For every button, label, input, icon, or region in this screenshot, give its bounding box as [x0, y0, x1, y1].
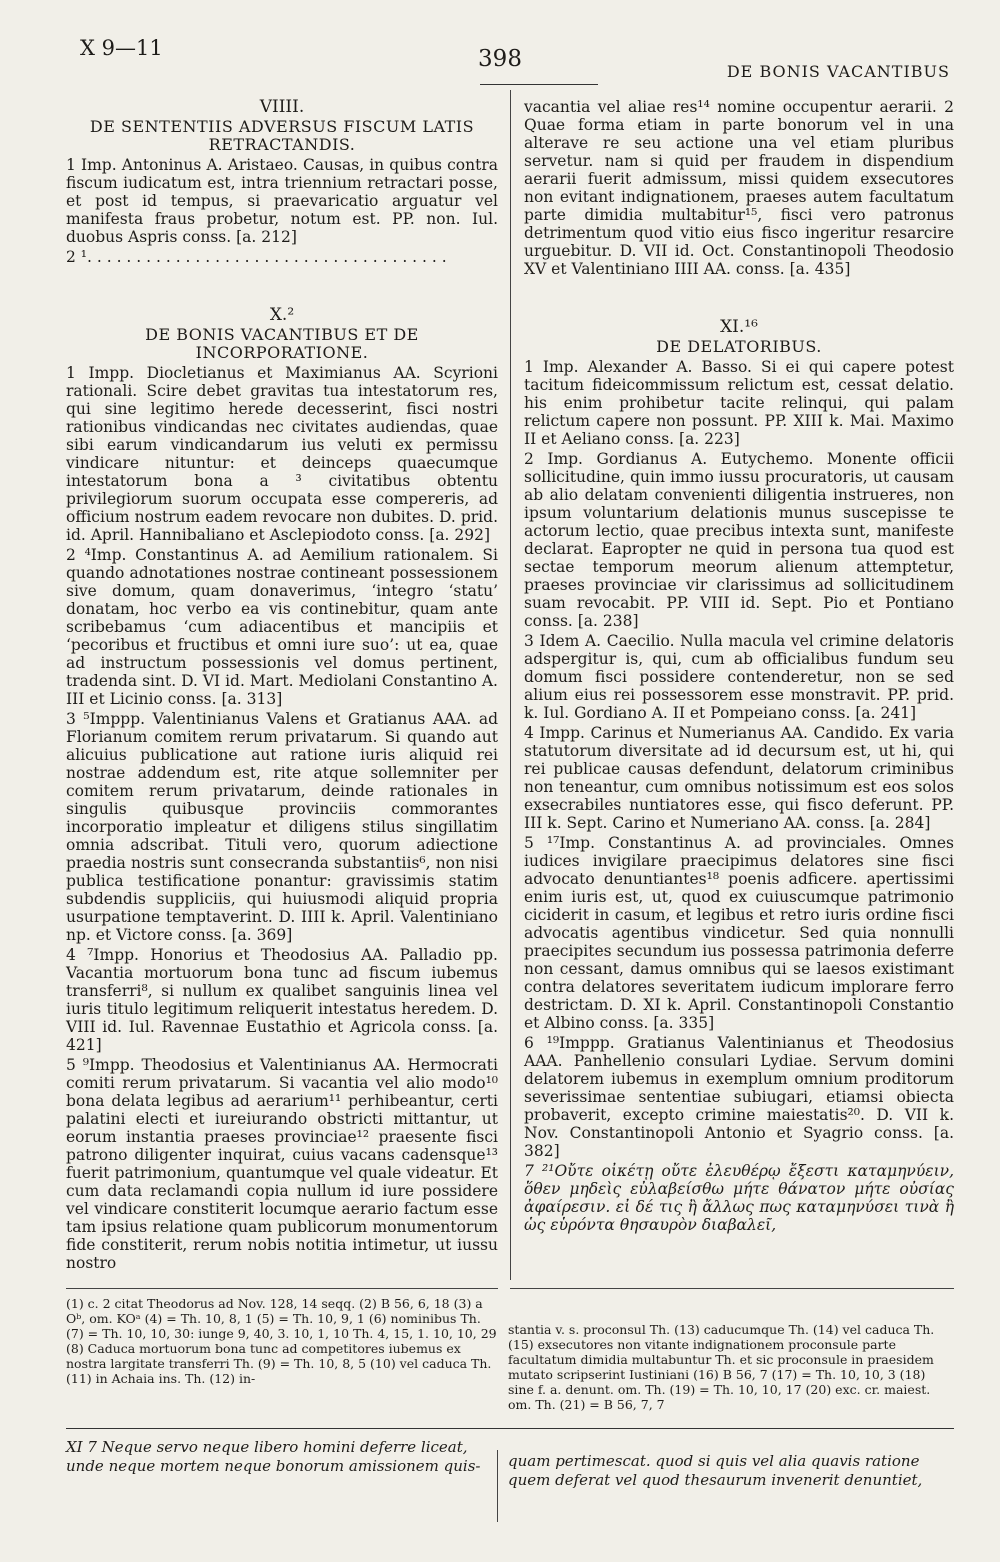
law-x-5-continuation: vacantia vel aliae res¹⁴ nomine occupentur aerarii. 2 Quae forma etiam in parte bonorum vel in una alterave re seu actione una vel etiam pluribus servetur. nam si quid per fraudem in dispendium aerarii fuerit admissum, missi quidem exsecutores non evitant indignationem, praeses autem facultatum parte dimidia multabitur¹⁵, fisci vero patronus detrimentum quod vitio eius fisco ingeritur resarcire urguebitur. D. VII id. Oct. Constantinopoli Theodosio XV et Valentiniano IIII AA. conss. [a. 435] [524, 98, 954, 278]
law-x-4: 4 ⁷Impp. Honorius et Theodosius AA. Palladio pp. Vacantia mortuorum bona tunc ad fiscum iubemus transferri⁸, si nullum ex qualibet sanguinis linea vel iuris titulo legitimum reliquerit intestatus heredem. D. VIII id. Iul. Ravennae Eustathio et Agricola conss. [a. 421] [66, 946, 498, 1054]
running-head: DE BONIS VACANTIBUS [726, 62, 950, 81]
law-xi-7-greek: 7 ²¹Οὔτε οἰκέτῃ οὔτε ἐλευθέρῳ ἔξεστι καταμηνύειν, ὅθεν μηδεὶς εὐλαβείσθω μήτε θάνατον μήτε οὐσίας ἀφαίρεσιν. εἰ δέ τις ἢ ἄλλως πως καταμηνύσει τινὰ ἢ ὡς εὑρόντα θησαυρὸν διαβαλεῖ, [524, 1162, 954, 1234]
column-divider [510, 90, 511, 1280]
footnotes-right: stantia v. s. proconsul Th. (13) caducumque Th. (14) vel caduca Th. (15) exsecutores non vitante indignationem proconsule parte facultatum dimidia multabuntur Th. et sic proconsule in praesidem mutato scripserint Iustiniani (16) B 56, 7 (17) = Th. 10, 10, 3 (18) sine f. a. denunt. om. Th. (19) = Th. 10, 10, 17 (20) exc. cr. maiest. om. Th. (21) = B 56, 7, 7 [508, 1322, 935, 1412]
right-column [524, 98, 954, 1234]
page-number: 398 [478, 46, 522, 72]
translation-right: quam pertimescat. quod si quis vel alia quavis ratione quem deferat vel quod thesaurum invenerit denuntiet, [508, 1452, 923, 1489]
footnote-rule-left [66, 1288, 498, 1289]
header-title-ref: X 9—11 [80, 36, 163, 60]
law-xi-6: 6 ¹⁹Imppp. Gratianus Valentinianus et Theodosius AAA. Panhellenio consulari Lydiae. Servum domini delatorem iubemus in exemplum omnium proditorum severissimae sententiae subiugari, etiamsi obiecta probaverit, excepto crimine maiestatis²⁰. D. VII k. Nov. Constantinopoli Antonio et Syagrio conss. [a. 382] [524, 1034, 954, 1160]
law-xi-2: 2 Imp. Gordianus A. Eutychemo. Monente officii sollicitudine, quin immo iussu procuratoris, ut causam ab alio delatam convenienti diligentia instrueres, non ipsum voluntarium delationis munus suscepisse te actorum lectio, quae precibus intexta sunt, manifeste declarat. Eapropter ne quid in persona tua quod est sectae temporum meorum alienum attemptetur, praeses provinciae vir clarissimus ad sollicitudinem suam revocabit. PP. VIII id. Sept. Pio et Pontiano conss. [a. 238] [524, 450, 954, 630]
translation-divider [497, 1450, 498, 1522]
law-xi-3: 3 Idem A. Caecilio. Nulla macula vel crimine delatoris adspergitur is, qui, cum ab officialibus fundum seu domum fisci possidere contenderetur, non se sed alium eius rei possessorem esse monstravit. PP. prid. k. Iul. Gordiano A. II et Pompeiano conss. [a. 241] [524, 632, 954, 722]
law-viiii-1: 1 Imp. Antoninus A. Aristaeo. Causas, in quibus contra fiscum iudicatum est, intra triennium retractari posse, et post id tempus, si praevaricatio arguatur vel manifesta fraus probetur, notum est. PP. non. Iul. duobus Aspris conss. [a. 212] [66, 156, 498, 246]
title-x-heading: DE BONIS VACANTIBUS ET DE INCORPORATIONE. [145, 325, 419, 362]
title-x-number: X.² [269, 305, 295, 325]
header-rule [480, 84, 598, 85]
law-x-3: 3 ⁵Imppp. Valentinianus Valens et Gratianus AAA. ad Florianum comitem rerum privatarum. Si quando aut alicuius publicatione aut ratione iuris aliquid rei nostrae addendum est, rite atque sollemniter per comitem rerum privatarum, deinde rationales in singulis quibusque provinciis commorantes incorporatio impleatur et diligens stilus singillatim omnia adscribat. Tituli vero, quorum adiectione praedia nostris sunt consecranda substantiis⁶, non nisi publica testificatione ponantur: gravissimis statim subdendis suppliciis, qui huiusmodi aliquid propria usurpatione temptaverint. D. IIII k. April. Valentiniano np. et Victore conss. [a. 369] [66, 710, 498, 944]
title-xi-number: XI.¹⁶ [720, 317, 758, 337]
title-viiii-heading: DE SENTENTIIS ADVERSUS FISCUM LATIS RETRACTANDIS. [89, 117, 475, 154]
law-xi-5: 5 ¹⁷Imp. Constantinus A. ad provinciales. Omnes iudices invigilare praecipimus delatores sine fisci advocato denuntiantes¹⁸ poenis adficere. apertissimi enim iuris est, ut, quod ex cuiuscumque patrimonio ciciderit in casum, et legibus et retro iuris ordine fisci advocatis agentibus vindicetur. Sed quia nonnulli praecipites secundum ius possessa patrimonia deferre non cessant, damus omnibus qui se laesos existimant contra delatores severitatem iudicum implorare ferro destrictam. D. XI k. April. Constantinopoli Constantio et Albino conss. [a. 335] [524, 834, 954, 1032]
title-viiii-number: VIIII. [259, 97, 305, 117]
law-xi-4: 4 Impp. Carinus et Numerianus AA. Candido. Ex varia statutorum diversitate ad id decursum est, ut hi, qui rei publicae causas defendunt, delatorum criminibus non teneantur, cum omnibus notissimum est eos solos exsecrabiles nuntiatores esse, qui fisco deferunt. PP. III k. Sept. Carino et Numeriano AA. conss. [a. 284] [524, 724, 954, 832]
translation-rule [66, 1428, 954, 1429]
law-x-1: 1 Impp. Diocletianus et Maximianus AA. Scyrioni rationali. Scire debet gravitas tua intestatorum res, qui sine legitimo herede decesserint, fisci nostri rationibus vindicandas nec civitates audiendas, quae sibi earum vindicandarum ius veluti ex permissu vindicare nituntur: et deinceps quaecumque intestatorum bona a ³ civitatibus obtentu privilegiorum suorum occupata esse compereris, ad officium nostrum eadem revocare non dubites. D. prid. id. April. Hannibaliano et Asclepiodoto conss. [a. 292] [66, 364, 498, 544]
law-x-5: 5 ⁹Impp. Theodosius et Valentinianus AA. Hermocrati comiti rerum privatarum. Si vacantia vel alio modo¹⁰ bona delata legibus ad aerarium¹¹ perhibeantur, certi palatini electi et iureiurando obstricti mittantur, ut eorum instantia praeses provinciae¹² praesente fisci patrono diligenter inquirat, cuius vacans cadensque¹³ fuerit patrimonium, quantumque vel quale videatur. Et cum data reclamandi copia nullum id iure possidere vel vindicare constiterit locumque aerario factum esse tam ipsius relatione quam publicorum monumentorum fide constiterit, rerum nobis notitia intimetur, ut iussu nostro [66, 1056, 498, 1272]
title-xi-heading: DE DELATORIBUS. [656, 337, 822, 356]
left-column [66, 98, 498, 1272]
law-viiii-2: 2 ¹. . . . . . . . . . . . . . . . . . . . . . . . . . . . . . . . . . . . . [66, 248, 447, 266]
law-xi-1: 1 Imp. Alexander A. Basso. Si ei qui capere potest tacitum fideicommissum relictum est, cessat delatio. his enim prohibetur tacite relinqui, qui palam relictum capere non possunt. PP. XIII k. Mai. Maximo II et Aeliano conss. [a. 223] [524, 358, 954, 448]
footnotes-left: (1) c. 2 citat Theodorus ad Nov. 128, 14 seqq. (2) B 56, 6, 18 (3) a Oᵇ, om. KOᵃ (4) = Th. 10, 8, 1 (5) = Th. 10, 9, 1 (6) nominibus Th. (7) = Th. 10, 10, 30: iunge 9, 40, 3. 10, 1, 10 Th. 4, 15, 1. 10, 10, 29 (8) Caduca mortuorum bona tunc ad competitores iubemus ex nostra largitate transferri Th. (9) = Th. 10, 8, 5 (10) vel caduca Th. (11) in Achaia ins. Th. (12) in- [66, 1296, 497, 1386]
footnote-rule-right [510, 1288, 954, 1289]
law-x-2: 2 ⁴Imp. Constantinus A. ad Aemilium rationalem. Si quando adnotationes nostrae contineant possessionem sive domum, quam donaverimus, ‘integro ‘statu’ donatam, hoc verbo ea vis continebitur, quam ante scribebamus ‘cum adiacentibus et mancipiis et ‘pecoribus et fructibus et omni iure suo’: ut ea, quae ad instructum possessionis vel domus pertinent, tradenda sint. D. VI id. Mart. Mediolani Constantino A. III et Licinio conss. [a. 313] [66, 546, 498, 708]
translation-left: XI 7 Neque servo neque libero homini deferre liceat, unde neque mortem neque bonorum amissionem quis- [66, 1438, 481, 1475]
